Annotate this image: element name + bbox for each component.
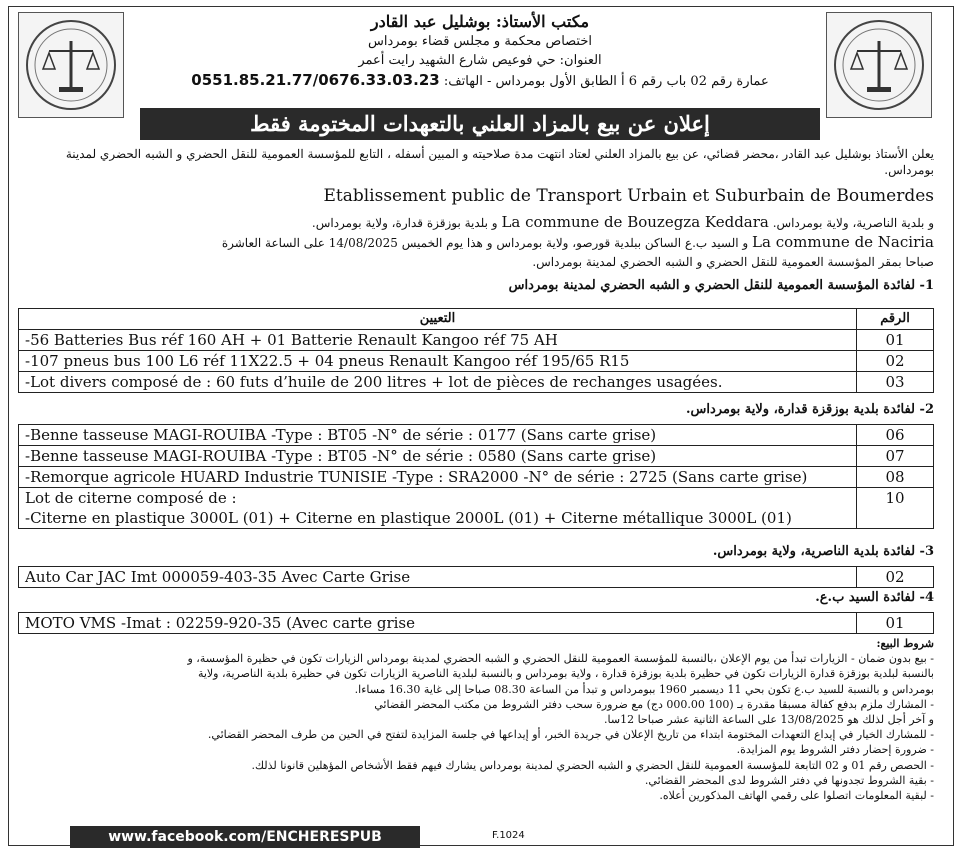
table-row — [19, 425, 934, 446]
table-row — [19, 613, 934, 634]
office-building: عمارة رقم 02 باب رقم 6 أ الطابق الأول بومرداس - الهاتف: — [443, 74, 769, 89]
condition-line: بومرداس و بالنسبة للسيد ب.ع تكون بحي 11 ديسمبر 1960 ببومرداس و تبدأ من الساعة 08.30 صباحا إلى غاية 16.30 مساءا. — [354, 682, 934, 696]
item-description: -Benne tasseuse MAGI-ROUIBA -Type : BT05 -N° de série : 0580 (Sans carte grise) — [19, 446, 857, 467]
item-number: 01 — [857, 330, 934, 351]
bouzegza-ar-left: و بلدية بوزقزة قدارة، ولاية بومرداس. — [311, 216, 498, 230]
office-competence: اختصاص محكمة و مجلس قضاء بومرداس — [367, 34, 592, 49]
office-name: مكتب الأستاذ: بوشليل عبد القادر — [370, 12, 590, 31]
office-phones: 0551.85.21.77/0676.33.03.23 — [191, 71, 440, 89]
item-description: MOTO VMS -Imat : 02259-920-35 (Avec carte grise — [19, 613, 857, 634]
table-row — [19, 446, 934, 467]
section-1-title: 1- لفائدة المؤسسة العمومية للنقل الحضري و الشبه الحضري لمدينة بومرداس — [508, 278, 934, 293]
item-description: -Remorque agricole HUARD Industrie TUNISIE -Type : SRA2000 -N° de série : 2725 (Sans carte grise) — [19, 467, 857, 488]
table-row — [19, 372, 934, 393]
item-10-line-2: -Citerne en plastique 3000L (01) + Citerne en plastique 2000L (01) + Citerne métallique 3000L (01) — [25, 509, 792, 527]
item-description: -56 Batteries Bus réf 160 AH + 01 Batterie Renault Kangoo réf 75 AH — [19, 330, 857, 351]
facebook-url: www.facebook.com/ENCHERESPUB — [70, 826, 420, 848]
notice-title: إعلان عن بيع بالمزاد العلني بالتعهدات المختومة فقط — [140, 108, 820, 140]
item-number: 08 — [857, 467, 934, 488]
condition-line: - المشارك ملزم بدفع كفالة مسبقا مقدرة بـ (100 000.00 دج) مع ضرورة سحب دفتر الشروط من مكتب المحضر القضائي — [374, 697, 934, 711]
office-contact — [140, 70, 820, 92]
table-row — [19, 488, 934, 529]
notice-code: F.1024 — [492, 830, 525, 841]
office-header — [140, 12, 820, 92]
condition-line: و آخر أجل لذلك هو 13/08/2025 على الساعة الثانية عشر صباحا 12سا. — [604, 713, 934, 727]
item-number: 07 — [857, 446, 934, 467]
venue-line: صباحا بمقر المؤسسة العمومية للنقل الحضري و الشبه الحضري لمدينة بومرداس. — [532, 255, 934, 269]
condition-line: - لبقية المعلومات اتصلوا على رقمي الهاتف المذكورين أعلاه. — [659, 789, 934, 803]
justice-scales-seal-icon — [826, 12, 932, 118]
item-number: 06 — [857, 425, 934, 446]
item-number: 02 — [857, 567, 934, 588]
item-number: 01 — [857, 613, 934, 634]
condition-line: - الحصص رقم 01 و 02 التابعة للمؤسسة العمومية للنقل الحضري و الشبه الحضري لمدينة بومرداس يشارك فيهم فقط الأشخاص المؤهلين قانونا لذلك. — [251, 758, 934, 772]
justice-scales-seal-icon — [18, 12, 124, 118]
office-address: العنوان: حي فوعيص شارع الشهيد رايت أعمر — [358, 53, 602, 68]
section-2-title: 2- لفائدة بلدية بوزقزة قدارة، ولاية بومرداس. — [686, 402, 934, 417]
bouzegza-fr: La commune de Bouzegza Keddara — [501, 213, 769, 231]
naciria-line — [18, 234, 934, 251]
item-description: -107 pneus bus 100 L6 réf 11X22.5 + 04 pneus Renault Kangoo réf 195/65 R15 — [19, 351, 857, 372]
item-number: 03 — [857, 372, 934, 393]
item-description — [19, 488, 857, 529]
bouzegza-ar-right: و بلدية الناصرية، ولاية بومرداس. — [772, 216, 934, 230]
naciria-fr: La commune de Naciria — [752, 233, 934, 251]
number-header: الرقم — [857, 309, 934, 330]
items-table-4 — [18, 612, 934, 634]
sale-conditions — [18, 636, 934, 803]
establishment-name-fr: Etablissement public de Transport Urbain et Suburbain de Boumerdes — [323, 186, 934, 206]
section-4-title: 4- لفائدة السيد ب.ع. — [815, 590, 934, 605]
table-header-row — [19, 309, 934, 330]
conditions-title: شروط البيع: — [876, 637, 934, 650]
section-3-title: 3- لفائدة بلدية الناصرية، ولاية بومرداس. — [712, 544, 934, 559]
designation-header: التعيين — [19, 309, 857, 330]
items-table-2 — [18, 424, 934, 529]
item-description: Auto Car JAC Imt 000059-403-35 Avec Carte Grise — [19, 567, 857, 588]
table-row — [19, 351, 934, 372]
item-number: 02 — [857, 351, 934, 372]
table-row — [19, 567, 934, 588]
item-number: 10 — [857, 488, 934, 529]
item-description: -Lot divers composé de : 60 futs d’huile de 200 litres + lot de pièces de rechanges usagées. — [19, 372, 857, 393]
condition-line: - للمشارك الخيار في إيداع التعهدات المختومة ابتداء من تاريخ الإعلان في جريدة الخبر، أو إيداعها في جلسة المزايدة لتفتح في الحين من طرف المحضر القضائي. — [207, 728, 934, 742]
condition-line: - ضرورة إحضار دفتر الشروط يوم المزايدة. — [736, 743, 934, 757]
item-description: -Benne tasseuse MAGI-ROUIBA -Type : BT05 -N° de série : 0177 (Sans carte grise) — [19, 425, 857, 446]
notice-intro: يعلن الأستاذ بوشليل عبد القادر ،محضر قضائي، عن بيع بالمزاد العلني لعتاد انتهت مدة صلاحيته و المبين أسفله ، التابع للمؤسسة العمومية للنقل الحضري و الشبه الحضري لمدينة بومرداس. — [65, 147, 934, 177]
condition-line: بالنسبة لبلدية بوزقزة قدارة الزيارات تكون في حظيرة بلدية بوزقزة قدارة ، ولاية بومرداس و بالنسبة لبلدية الناصرية الزيارات تكون في حظيرة بلدية الناصرية، ولاية — [197, 667, 934, 681]
naciria-ar: و السيد ب.ع الساكن ببلدية قورصو، ولاية بومرداس و هذا يوم الخميس 14/08/2025 على الساعة العاشرة — [221, 236, 749, 250]
items-table-3 — [18, 566, 934, 588]
items-table-1 — [18, 308, 934, 393]
condition-line: - بيع بدون ضمان - الزيارات تبدأ من يوم الإعلان ،بالنسبة للمؤسسة العمومية للنقل الحضري و الشبه الحضري لمدينة بومرداس الزيارات تكون في حظيرة المؤسسة، و — [187, 652, 934, 666]
bouzegza-line — [18, 214, 934, 231]
table-row — [19, 467, 934, 488]
item-10-line-1: Lot de citerne composé de : — [25, 489, 237, 507]
condition-line: - بقية الشروط تجدونها في دفتر الشروط لدى المحضر القضائي. — [644, 773, 934, 787]
table-row — [19, 330, 934, 351]
